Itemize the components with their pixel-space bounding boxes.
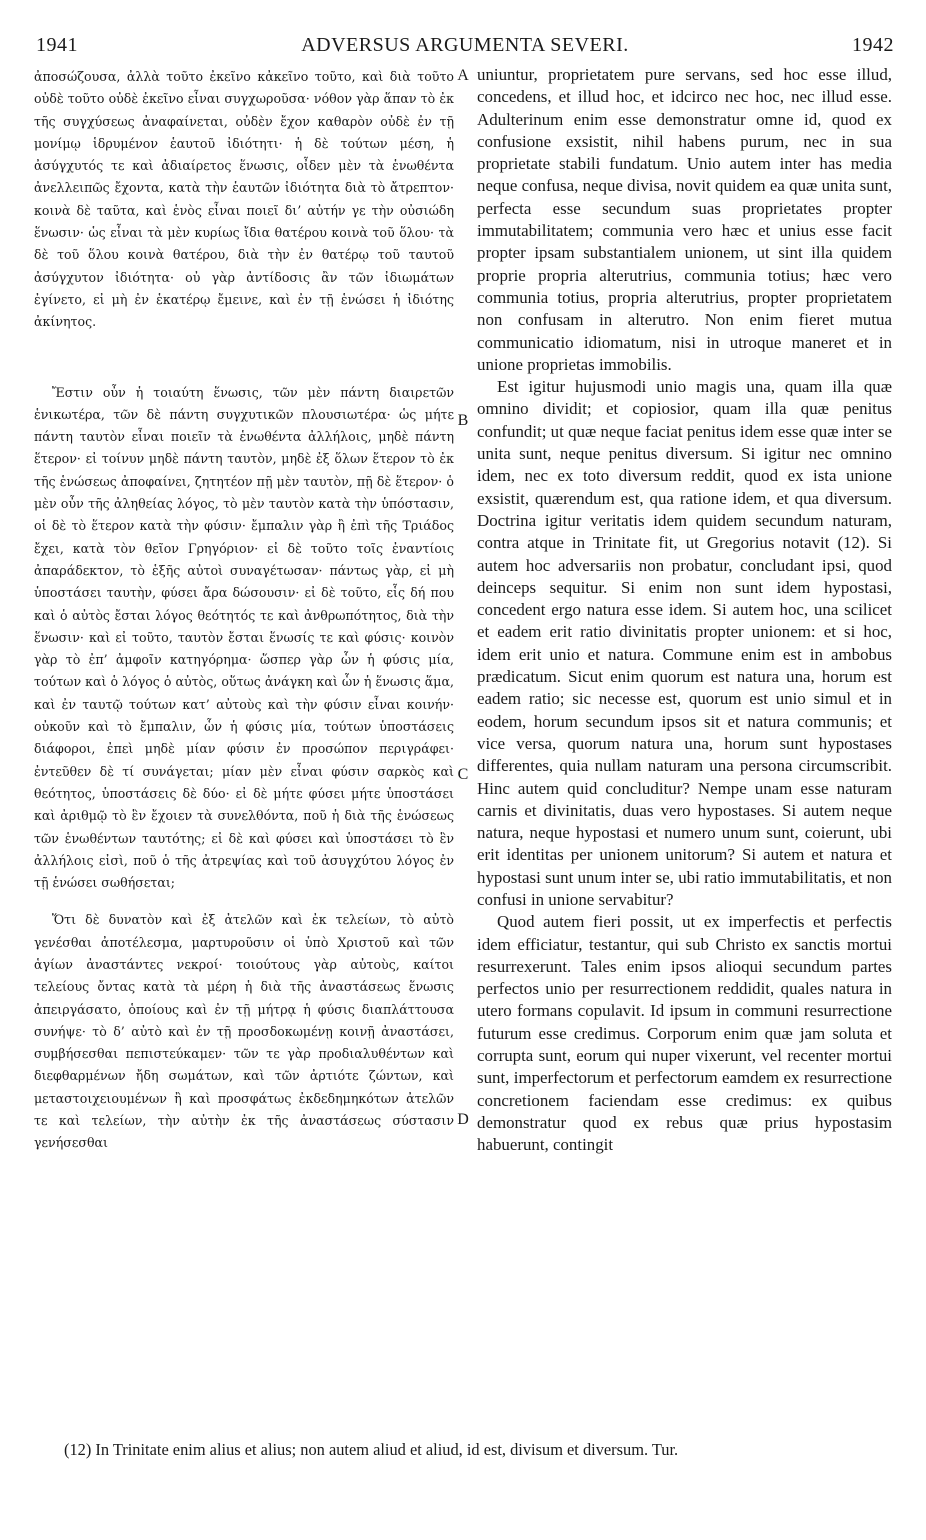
footnote: (12) In Trinitate enim alius et alius; non autem aliud et aliud, id est, divisum et diversum. Tur. [64, 1440, 679, 1459]
greek-paragraph: Ὅτι δὲ δυνατὸν καὶ ἐξ ἀτελῶν καὶ ἐκ τελείων, τὸ αὐτὸ γενέσθαι ἀποτέλεσμα, μαρτυροῦσιν οἱ ὑπὸ Χριστοῦ καὶ τῶν ἁγίων ἀναστάντες νεκροί· τοιούτους γὰρ αὐτοὺς, καίτοι τελείους ὄντας κατὰ τὰ μέρη ἡ διὰ τῆς ἀναστάσεως ἕνωσις ἀπειργάσατο, ὁποίους καὶ ἐν τῇ μήτρᾳ ἡ φύσις διαπλάττουσα συνήψε· τὸ δ’ αὐτὸ καὶ ἐν τῇ προσδοκωμένῃ κοινῇ ἀναστάσει, συμβήσεσθαι πεπιστεύκαμεν· τῶν τε γὰρ προδιαλυθέντων καὶ διεφθαρμένων ἤδη σωμάτων, καὶ τῶν ἀρτιότε ζώντων, καὶ μεταστοιχειουμένων ἢ καὶ προσφάτως ἐκδεδημηκότων ἀτελῶν τε καὶ τελείων, τὴν αὐτὴν ἐκ τῆς ἀναστάσεως σύστασιν γενήσεσθαι [34, 912, 454, 1151]
margin-letter-a: A [457, 67, 469, 84]
margin-letter-b: B [457, 412, 469, 429]
margin-letter-d: D [457, 1111, 469, 1128]
greek-column [34, 66, 454, 1155]
running-header [36, 34, 894, 58]
latin-paragraph: uniuntur, proprietatem pure servans, sed hoc esse illud, concedens, et illud hoc, et idcirco nec hoc, nec illud esse. Adulterinum enim esse demonstratur omne id, quod ex confusione exsistit, nihil habens purum, nec in sua proprietate stabili fundatum. Unio autem inter has media neque confusa, neque divisa, novit quidem ea quæ unita sunt, perfecta esse secundum suas proprietates propter immutabilitatem; communia vero hæc et unius esse facit propter ipsam substantialem unionem, ut sint illa quidem proprie propria alterutrius, communia totius; hæc vero communia totius, propria alterutrius, propter proprietatem non confusam in alterutro. Non enim fieret mutua communicatio idiomatum, nisi in utroque maneret et in unione proprietas immobilis. [477, 65, 892, 374]
running-title: ADVERSUS ARGUMENTA SEVERI. [301, 34, 629, 56]
latin-paragraph: Est igitur hujusmodi unio magis una, quam illa quæ omnino dividit; et copiosior, quam illa quæ penitus confundit; ut quæ neque faciat penitus idem esse quæ inter se unita sunt, neque penitus diversum. Si igitur nec omnino idem, nec ex toto diversum reddit, quod ex ista unione exsistit, quærendum est, qua ratione idem, et qua diversum. Doctrina igitur veritatis idem quidem secundum naturam, contra atque in Trinitate fit, ut Gregorius notavit (12). Si autem hoc adversariis non probatur, concludant ipsi, quod deinceps sequitur. Si enim non sunt idem hypostasi, concedent ergo natura esse idem. Si autem hoc, una scilicet et eadem erit ratio divinitatis propter unionem: et si hoc, idem erit unio et natura. Commune enim est in ambobus prædicatum. Sicut enim quorum est natura una, horum est eadem ratio; sic necesse est, quorum est unio simul et in eodem, horum secundum ipsos sit et natura communis; et vice versa, quorum natura una, horum sunt hypostases differentes, quia nullam naturam una persona circumscribit. Hinc autem quid concluditur? Nempe unam esse naturam carnis et divinitatis, duas vero hypostases. Si autem neque natura, neque hypostasi et numero unum sunt, coierunt, ubi erit identitas per unionem unitorum? Si autem et natura et hypostasi sunt unum inter se, ubi ratio immutabilitatis, et non confusi in unione servabitur? [477, 377, 892, 909]
page-number-left: 1941 [36, 34, 78, 56]
latin-paragraph: Quod autem fieri possit, ut ex imperfectis et perfectis idem efficiatur, testantur, qui sub Christo ex sanctis mortui resurrexerunt. Tales enim ipsos alioqui secundum partes perfectos unio per resurrectionem reddidit, quales natura in utero formans copulavit. Id ipsum in communi resurrectione futurum esse credimus. Corporum enim quæ jam soluta et corrupta sunt, eorum qui nuper vixerunt, vel recenter mortui sunt, imperfectorum et perfectorum eamdem ex resurrectione concretionem faciendam esse credimus: ex quibus demonstratur quod ex rebus quæ prius hypostasim habuerunt, contingit [477, 912, 892, 1155]
greek-paragraph: ἀποσώζουσα, ἀλλὰ τοῦτο ἐκεῖνο κἀκεῖνο τοῦτο, καὶ διὰ τοῦτο οὐδὲ τοῦτο οὐδὲ ἐκεῖνο εἶναι συγχωροῦσα· νόθον γὰρ ἅπαν τὸ ἐκ τῆς συγχύσεως ἀναφαίνεται, οὐδὲν ἔχον καθαρὸν οὐδὲ ἐν τῇ μονίμῳ ἱδρυμένον ἑαυτοῦ ἰδιότητι· ἡ δὲ τούτων μέση, ἡ ἀσύγχυτός τε καὶ ἀδιαίρετος ἕνωσις, οἶδεν μὲν τὰ ἑνωθέντα ἀνελλειπῶς ἔχοντα, κατὰ τὴν ἑαυτῶν ἰδιότητα διὰ τὸ ἄτρεπτον· κοινὰ δὲ ταῦτα, καὶ ἑνὸς εἶναι ποιεῖ δι’ αὐτήν γε τὴν οὐσιώδη ἕνωσιν· ὡς εἶναι τὰ μὲν κυρίως ἴδια θατέρου κοινὰ τοῦ ὅλου· τὰ δὲ τοῦ ὅλου κοινὰ θατέρου, διὰ τὴν ἐν θατέρῳ τοῦ ταυτοῦ ἀσύγχυτον ἰδιότητα· οὐ γὰρ ἀντίδοσις ἂν τῶν ἰδιωμάτων ἐγίνετο, εἰ μὴ ἐν ἑκατέρῳ ἔμεινε, καὶ ἐν τῇ ἑνώσει ἡ ἰδιότης ἀκίνητος. [34, 69, 454, 330]
latin-column [477, 64, 892, 1157]
greek-paragraph: Ἔστιν οὖν ἡ τοιαύτη ἕνωσις, τῶν μὲν πάντη διαιρετῶν ἑνικωτέρα, τῶν δὲ πάντη συγχυτικῶν πλουσιωτέρα· ὡς μήτε πάντη ταυτὸν εἶναι ποιεῖν τὰ ἑνωθέντα ἀλλήλοις, μηδὲ πάντη ἕτερον· εἰ τοίνυν μηδὲ πάντη ταυτὸν, μηδὲ ἐξ ὅλων ἕτερον τὸ ἐκ τῆς ἑνώσεως ἀποφαίνει, ζητητέον πῇ μὲν ταυτὸν, πῇ δὲ ἕτερον· ὁ μὲν οὖν τῆς ἀληθείας λόγος, τὸ μὲν ταυτὸν κατὰ τὴν ὑπόστασιν, οἱ δὲ τὸ ἕτερον κατὰ τὴν φύσιν· ἔμπαλιν γὰρ ἢ ἐπὶ τῆς Τριάδος ἔχει, κατὰ τὸν θεῖον Γρηγόριον· εἰ δὲ τοῦτο τοῖς ἐναντίοις ἀπαράδεκτον, τὸ ἑξῆς αὐτοὶ συναγέτωσαν· πάντως γὰρ, εἰ μὴ ὑποστάσει ταυτὴν, φύσει ἄρα δώσουσιν· εἰ δὲ τοῦτο, εἷς δή που καὶ ὁ αὐτὸς ἔσται λόγος θεότητός τε καὶ ἀνθρωπότητος, διὰ τὴν ἕνωσιν· καὶ εἰ τοῦτο, ταυτὸν ἔσται ἕνωσίς τε καὶ φύσις· κοινὸν γὰρ τὸ ἐπ’ ἀμφοῖν κατηγόρημα· ὥσπερ γὰρ ὧν ἡ φύσις μία, τούτων καὶ ὁ λόγος ὁ αὐτὸς, οὕτως ἀνάγκη καὶ ὧν ἡ ἕνωσις ἅμα, καὶ ἐν ταυτῷ τούτων κατ’ αὐτοὺς καὶ τὴν φύσιν εἶναι κοινήν· οὐκοῦν καὶ τὸ ἔμπαλιν, ὧν ἡ φύσις μία, τούτων ὑποστάσεις διάφοροι, ἐπεὶ μηδὲ μίαν φύσιν ἐν προσώπον περιγράφει· ἐντεῦθεν δὲ τί συνάγεται; μίαν μὲν εἶναι φύσιν σαρκὸς καὶ θεότητος, ὑποστάσεις δὲ δύο· εἰ δὲ μήτε φύσει μήτε ὑποστάσει καὶ ἀριθμῷ τὸ ἓν ἔχοιεν τὰ συνελθόντα, ποῦ ἡ διὰ τῆς ἑνώσεως τῶν ἑνωθέντων ταυτότης; εἰ δὲ καὶ φύσει καὶ ὑποστάσει τὸ ἓν ἀλλήλοις εἰσὶ, ποῦ ὁ τῆς ἀτρεψίας καὶ τοῦ ἀσυγχύτου λόγος ἐν τῇ ἑνώσει σωθήσεται; [34, 384, 454, 891]
margin-letter-c: C [457, 766, 469, 783]
page-number-right: 1942 [852, 34, 894, 56]
